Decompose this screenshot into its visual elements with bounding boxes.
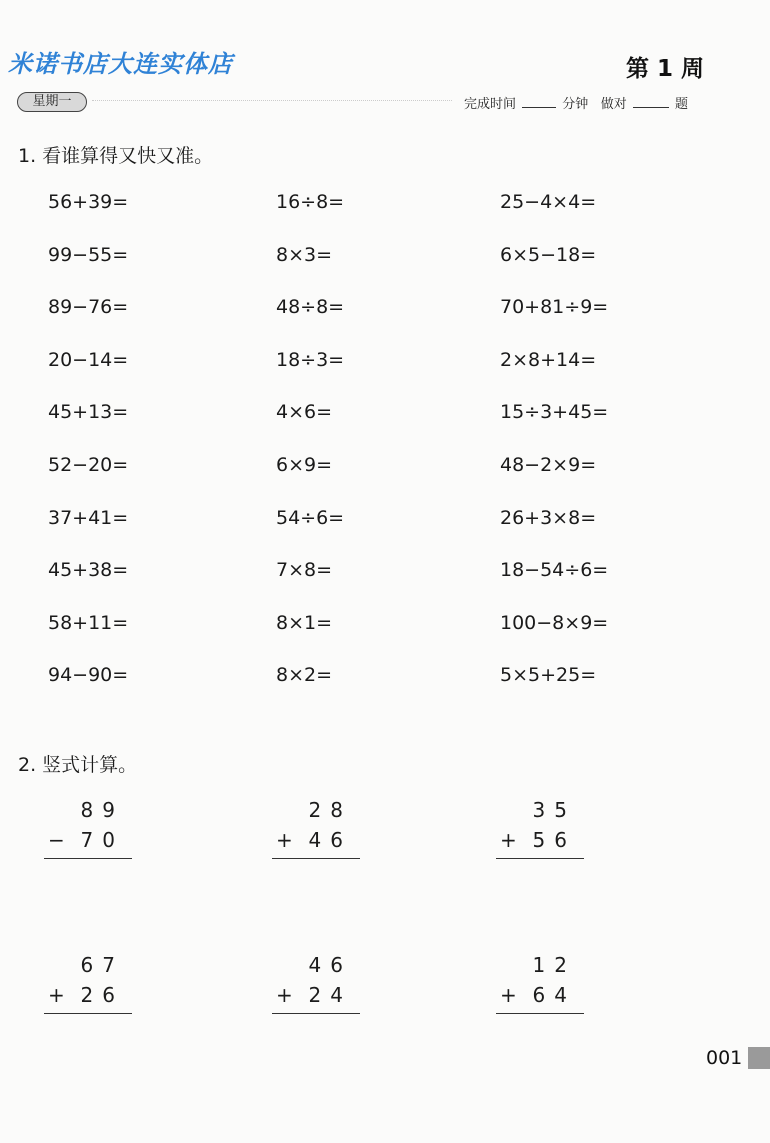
operator: − xyxy=(48,828,65,852)
bottom-operand: 26 xyxy=(80,983,124,1007)
bottom-operand: 70 xyxy=(80,828,124,852)
correct-blank xyxy=(633,94,669,108)
arithmetic-problem: 54÷6= xyxy=(276,506,345,529)
arithmetic-problem: 94−90= xyxy=(48,664,129,687)
operator: + xyxy=(48,983,65,1007)
operator: + xyxy=(500,983,517,1007)
week-label: 第 1 周 xyxy=(626,56,705,82)
arithmetic-problem: 58+11= xyxy=(48,611,129,634)
time-label: 完成时间 xyxy=(464,97,517,112)
top-operand: 12 xyxy=(532,953,576,977)
answer-line xyxy=(44,858,132,859)
arithmetic-problem: 8×2= xyxy=(276,664,333,687)
section1-title: 1. 看谁算得又快又准。 xyxy=(18,145,214,167)
arithmetic-problem: 2×8+14= xyxy=(500,348,597,371)
arithmetic-problem: 89−76= xyxy=(48,296,129,319)
top-operand: 35 xyxy=(532,798,576,822)
vertical-problem xyxy=(272,798,360,858)
top-operand: 46 xyxy=(308,953,352,977)
completion-record xyxy=(464,93,688,112)
arithmetic-problem: 52−20= xyxy=(48,454,129,476)
minutes-label: 分钟 xyxy=(562,97,589,112)
arithmetic-problem: 6×9= xyxy=(276,454,333,476)
top-operand: 28 xyxy=(308,798,352,822)
bottom-operand: 24 xyxy=(308,983,352,1007)
section2-title: 2. 竖式计算。 xyxy=(18,754,138,776)
arithmetic-problem: 37+41= xyxy=(48,506,129,529)
arithmetic-problem: 5×5+25= xyxy=(500,664,597,687)
arithmetic-problem: 4×6= xyxy=(276,401,333,424)
header-divider xyxy=(92,100,452,101)
arithmetic-problem: 26+3×8= xyxy=(500,506,597,529)
arithmetic-problem: 18÷3= xyxy=(276,348,345,371)
arithmetic-problem: 45+13= xyxy=(48,401,129,424)
page-number: 001 xyxy=(706,1047,743,1069)
answer-line xyxy=(496,1013,584,1014)
arithmetic-problem: 25−4×4= xyxy=(500,191,597,213)
operator: + xyxy=(276,828,293,852)
arithmetic-problem: 20−14= xyxy=(48,348,129,371)
arithmetic-problem: 6×5−18= xyxy=(500,243,597,266)
questions-label: 题 xyxy=(675,97,689,112)
top-operand: 67 xyxy=(80,953,124,977)
answer-line xyxy=(272,858,360,859)
vertical-problem xyxy=(272,953,360,1013)
operator: + xyxy=(276,983,293,1007)
watermark-text: 米诺书店大连实体店 xyxy=(8,49,233,78)
arithmetic-problem: 70+81÷9= xyxy=(500,296,609,319)
arithmetic-problem: 45+38= xyxy=(48,559,129,582)
arithmetic-problem: 48÷8= xyxy=(276,296,345,319)
day-badge: 星期一 xyxy=(17,92,87,112)
operator: + xyxy=(500,828,517,852)
vertical-problem xyxy=(44,798,132,858)
page-marker xyxy=(748,1047,770,1069)
answer-line xyxy=(44,1013,132,1014)
arithmetic-problem: 99−55= xyxy=(48,243,129,266)
bottom-operand: 56 xyxy=(532,828,576,852)
bottom-operand: 64 xyxy=(532,983,576,1007)
arithmetic-problem: 18−54÷6= xyxy=(500,559,609,582)
bottom-operand: 46 xyxy=(308,828,352,852)
arithmetic-problem: 7×8= xyxy=(276,559,333,582)
vertical-problem xyxy=(496,798,584,858)
arithmetic-problem: 8×3= xyxy=(276,243,333,266)
top-operand: 89 xyxy=(80,798,124,822)
time-blank xyxy=(522,94,556,108)
arithmetic-problem: 15÷3+45= xyxy=(500,401,609,424)
arithmetic-problem: 16÷8= xyxy=(276,191,345,213)
answer-line xyxy=(272,1013,360,1014)
vertical-problem xyxy=(496,953,584,1013)
arithmetic-problem: 56+39= xyxy=(48,191,129,213)
arithmetic-problem: 100−8×9= xyxy=(500,611,609,634)
arithmetic-problem: 8×1= xyxy=(276,611,333,634)
arithmetic-problem: 48−2×9= xyxy=(500,454,597,476)
vertical-problem xyxy=(44,953,132,1013)
answer-line xyxy=(496,858,584,859)
correct-label: 做对 xyxy=(600,97,627,112)
